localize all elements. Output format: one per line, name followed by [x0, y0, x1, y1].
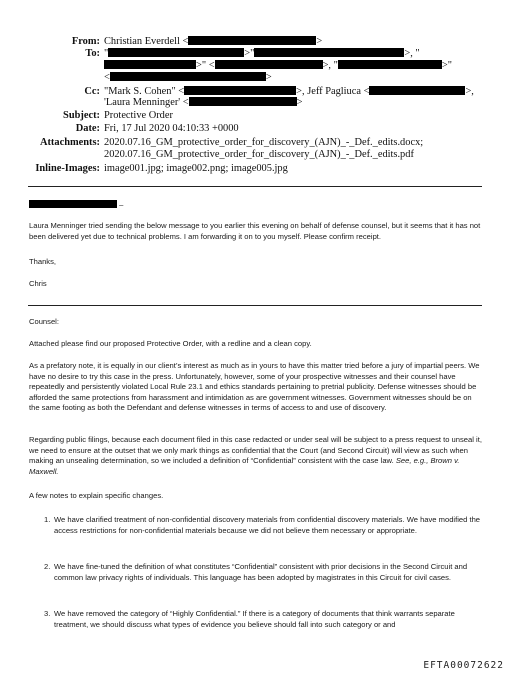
list-text: We have removed the category of “Highly Confidential.” If there is a category of documents that think warrants separate treatment, we should discuss what types of evidence you believe should fall into such category or and	[54, 609, 455, 629]
to-line-3: < >	[104, 72, 272, 83]
list-text: We have clarified treatment of non-confidential discovery materials from confidential discovery materials. We have modified the access restrictions for non-confidential materials because we did not believe them necessary or appropriate.	[54, 515, 481, 535]
attachments-label: Attachments:	[39, 137, 100, 148]
from-label: From:	[71, 36, 100, 47]
paragraph-1	[29, 339, 484, 350]
redaction-bar	[188, 36, 316, 45]
paragraph-4	[29, 491, 484, 502]
greeting-dash: –	[119, 200, 124, 209]
bates-number: EFTA00072622	[423, 660, 504, 671]
paragraph-2	[29, 361, 484, 414]
inline-images-value: image001.jpg; image002.png; image005.jpg	[104, 163, 288, 174]
paragraph-3-text: Regarding public filings, because each document filed in this case redacted or under seal will be subject to a press request to unseal it, we need to ensure at the outset that we only mark things as confidential that the Court (and Second Circuit) will view as such when making an unsealing determination, so we included a definition of “Confidential” consistent with the case law. See, e.g., Brown v. Maxwell.	[29, 435, 482, 476]
subject-value: Protective Order	[104, 110, 173, 121]
list-number: 3.	[44, 609, 51, 618]
redaction-bar	[215, 60, 323, 69]
header-divider	[28, 186, 482, 187]
list-number: 1.	[44, 515, 51, 524]
list-number: 2.	[44, 562, 51, 571]
redaction-bar	[254, 48, 404, 57]
date-value: Fri, 17 Jul 2020 04:10:33 +0000	[104, 123, 239, 134]
subject-label: Subject:	[63, 110, 100, 121]
redaction-bar	[110, 72, 266, 81]
redaction-bar	[104, 60, 196, 69]
forward-divider	[28, 305, 482, 306]
cc-line-2: 'Laura Menninger' < >	[104, 97, 303, 108]
forward-paragraph: Laura Menninger tried sending the below message to you earlier this evening on behalf of defense counsel, but it seems that it has not been delivered yet due to technical problems. I am forwarding it on to you myself. Please confirm receipt.	[29, 221, 481, 241]
redaction-bar	[184, 86, 296, 95]
cc-line-1: "Mark S. Cohen" < >, Jeff Pagliuca < >,	[104, 86, 474, 97]
inline-images-label: Inline-Images:	[35, 163, 100, 174]
signature-line	[29, 279, 484, 290]
paragraph-3	[29, 435, 484, 477]
to-line-2: >" < >, " >"	[104, 60, 452, 71]
signature-text: Chris	[29, 279, 47, 288]
redaction-bar	[108, 48, 244, 57]
to-line-1: " >" >, "	[104, 48, 420, 59]
greeting-line	[29, 200, 484, 211]
salutation	[29, 317, 484, 328]
attachment-file-1: 2020.07.16_GM_protective_order_for_discovery_(AJN)_-_Def._edits.docx;	[104, 137, 424, 148]
redaction-bar	[29, 200, 117, 208]
list-text: We have fine-tuned the definition of what constitutes “Confidential” consistent with prior decisions in the Second Circuit and common law privacy rights of individuals. This language has been adopted by magistrates in this Circuit for civil cases.	[54, 562, 468, 582]
paragraph-1-text: Attached please find our proposed Protective Order, with a redline and a clean copy.	[29, 339, 312, 348]
case-citation: See, e.g., Brown v. Maxwell.	[29, 456, 460, 476]
paragraph-4-text: A few notes to explain specific changes.	[29, 491, 164, 500]
paragraph-2-text: As a prefatory note, it is equally in our client’s interest as much as in yours to have this matter tried before a jury of impartial peers. We have no desire to try this case in the press. Unfortunately, however, some of your prospective witnesses and their counsel have repeatedly and persistently violated Local Rule 23.1 and ethics standards pertaining to pretrial publicity. Defense witnesses should be afforded the same protections from harassment and intimidation as are government witnesses. Government witnesses should be on the same footing as both the Defendant and defense witnesses in terms of access to and use of discovery.	[29, 361, 480, 412]
redaction-bar	[338, 60, 442, 69]
attachment-file-2: 2020.07.16_GM_protective_order_for_discovery_(AJN)_-_Def._edits.pdf	[104, 149, 414, 160]
salutation-text: Counsel:	[29, 317, 59, 326]
redaction-bar	[369, 86, 465, 95]
forward-note	[29, 221, 484, 242]
thanks-line	[29, 257, 484, 268]
to-label: To:	[85, 48, 100, 59]
date-label: Date:	[75, 123, 100, 134]
thanks-text: Thanks,	[29, 257, 57, 266]
from-value: Christian Everdell < >	[104, 36, 323, 47]
redaction-bar	[189, 97, 297, 106]
cc-label: Cc:	[84, 86, 100, 97]
